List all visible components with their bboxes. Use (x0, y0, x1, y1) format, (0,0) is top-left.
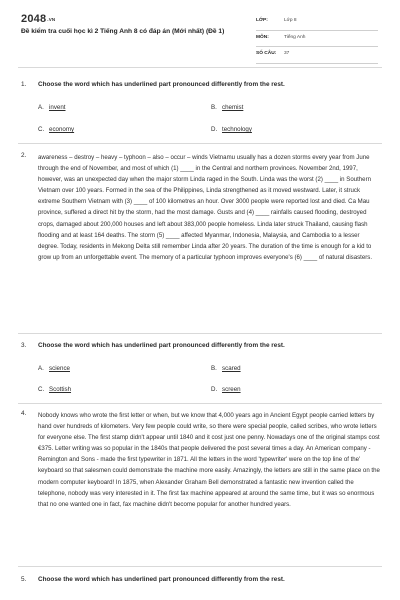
reading-passage: Nobody knows who wrote the first letter or when, but we know that 4,000 years ago in Ancient Egypt people carried letters by hand over hundreds of kilometers. Very few people could write, so there were special people, called scribes, who wrote letters for everyone else. The first stamp didn't appear until 1840 and it cost just one penny. Nowadays one of the original stamps cost €375. Letter writing was so popular in the 1840s that people delivered the post several times a day. An American company - Remington and Sons - made the first typewriter in 1871. All the letters in the word 'typewriter' were on the top line of the' keyboard so that salesmen could demonstrate the machine more easily. Amazingly, the letters are still in the same place on the modern computer keyboard! In 1875, when Alexander Graham Bell demonstrated a fantastic new invention called the telephone, nobody was very interested in it. The first fax machine appeared at around the same time, but it was so enormous that no one wanted one in fact, fax machine didn't become popular for another hundred years. (38, 412, 380, 508)
option-letter: C. (38, 386, 45, 393)
question-divider (18, 566, 382, 567)
option-word: economy (49, 126, 75, 133)
meta-class (256, 14, 378, 31)
document-title: Đề kiểm tra cuối học kì 2 Tiếng Anh 8 có đáp án (Mới nhất) (Đề 1) (21, 28, 225, 35)
option-letter: A. (38, 104, 44, 111)
option-word: screen (222, 386, 241, 393)
site-logo[interactable] (21, 13, 55, 25)
question-number: 4. (21, 410, 27, 417)
option-c[interactable] (38, 126, 74, 133)
meta-question-count (256, 47, 378, 64)
meta-subject (256, 31, 378, 48)
option-letter: B. (211, 104, 217, 111)
option-letter: D. (211, 126, 218, 133)
option-letter: C. (38, 126, 45, 133)
meta-count-key: SỐ CÂU: (256, 51, 277, 56)
option-c[interactable] (38, 386, 71, 393)
option-word: chemist (222, 104, 244, 111)
option-b[interactable] (211, 104, 243, 111)
logo-text: 2048 (21, 13, 47, 25)
question-number: 1. (21, 81, 27, 88)
question-number: 5. (21, 576, 27, 583)
option-a[interactable] (38, 365, 70, 372)
option-word: technology (222, 126, 252, 133)
question-stem: Choose the word which has underlined part pronounced differently from the rest. (38, 342, 285, 349)
document-meta (256, 14, 378, 64)
reading-passage: awareness – destroy – heavy – typhoon – also – occur – winds Vietnamu usually has a dozen storms every year from June through the end of November, and most of which (1) ____ in the Central and northern provinces. November 2nd, 1997, however, was an unexpected day when the major storm Linda raged in the South. Linda was the worst (2) ____ in Southern Vietnam over 100 years. Formed in the sea of the Philippines, Linda strengthened as it moved westward. Later, it struck extreme Southern Vietnam with (3) ____ of 100 kilometres an hour. Over 3000 people were reported lost and died. Ca Mau province, suffered a direct hit by the storm, had the most damage. Gusts and (4) ____ rainfalls caused flooding, destroyed crops, damaged about 200,000 houses and left about 383,000 people homeless. Linda later struck Thailand, causing flash flooding and at least 164 deaths. The storm (5) ____ affected Myanmar, Indonesia, Malaysia, and Cambodia to a lesser degree. Today, residents in Mekong Delta still remember Linda after 20 years. The duration of the time is enough for a kid to grow up from an unforgettable event. The memory of a particular typhoon improves everyone's (6) ____ of natural disasters. (38, 154, 373, 261)
option-d[interactable] (211, 126, 252, 133)
option-word: science (49, 365, 70, 372)
meta-count-value: 37 (284, 51, 290, 56)
meta-subject-value: Tiếng Anh (284, 34, 306, 40)
option-word: Scottish (49, 386, 72, 393)
option-b[interactable] (211, 365, 241, 372)
option-word: scared (222, 365, 241, 372)
question-stem: Choose the word which has underlined part pronounced differently from the rest. (38, 81, 285, 88)
question-divider (18, 333, 382, 334)
question-number: 3. (21, 342, 27, 349)
option-letter: B. (211, 365, 217, 372)
logo-suffix: .VN (47, 17, 56, 22)
question-divider (18, 403, 382, 404)
option-word: invent (49, 104, 66, 111)
option-letter: D. (211, 386, 218, 393)
meta-class-value: Lớp 8 (284, 18, 297, 23)
question-number: 2. (21, 152, 27, 159)
option-letter: A. (38, 365, 44, 372)
question-divider (18, 143, 382, 144)
meta-class-key: LỚP: (256, 18, 268, 23)
header-divider (18, 67, 382, 68)
meta-subject-key: MÔN: (256, 34, 269, 40)
option-a[interactable] (38, 104, 66, 111)
option-d[interactable] (211, 386, 241, 393)
question-stem: Choose the word which has underlined part pronounced differently from the rest. (38, 576, 285, 583)
